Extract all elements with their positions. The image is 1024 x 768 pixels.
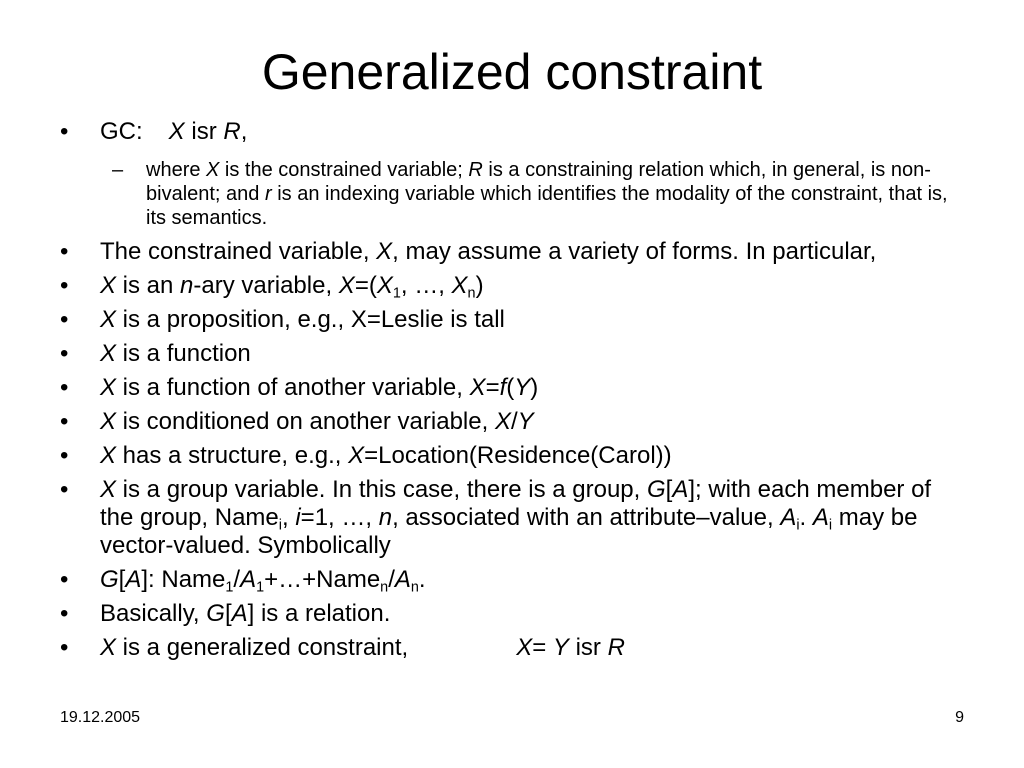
bullet-conditioned <box>0 408 1024 436</box>
text-comma: , <box>240 118 248 145</box>
bullet-dot: • <box>60 306 69 333</box>
bullet-dot: • <box>60 340 69 367</box>
bullet-dot: • <box>60 634 69 661</box>
var-x: X <box>168 118 185 145</box>
bullet-dot: • <box>60 566 69 593</box>
bullet-nary <box>0 272 1024 300</box>
subbullet-where <box>0 158 1024 230</box>
subscript: i <box>796 517 800 534</box>
text: has a structure, e.g., <box>116 442 349 469</box>
text: [ <box>118 566 126 593</box>
text: = <box>485 374 500 401</box>
subscript: n <box>380 579 389 596</box>
text: , associated with an attribute–value, <box>392 504 781 531</box>
subscript: 1 <box>256 579 265 596</box>
text: [ <box>665 476 673 503</box>
var-y: Y <box>514 374 531 401</box>
text: ] is a relation. <box>247 600 391 627</box>
var-x: X <box>338 272 355 299</box>
subscript: 1 <box>225 579 234 596</box>
subscript: 1 <box>392 285 401 302</box>
var-x: X <box>100 442 117 469</box>
var-r: R <box>468 159 483 181</box>
var-n: n <box>378 504 393 531</box>
subscript: n <box>410 579 419 596</box>
bullet-structure <box>0 442 1024 470</box>
var-g: G <box>100 566 119 593</box>
var-a: A <box>240 566 257 593</box>
text: ) <box>475 272 484 299</box>
var-x: X <box>100 374 117 401</box>
text: , may assume a variety of forms. In particular, <box>392 238 877 265</box>
bullet-list <box>0 118 1024 662</box>
bullet-dot: • <box>60 476 69 503</box>
var-i: i <box>295 504 301 531</box>
var-y: Y <box>517 408 534 435</box>
text: =1, …, <box>300 504 379 531</box>
var-x: X <box>376 238 393 265</box>
var-r: R <box>607 634 625 661</box>
text: Basically, <box>100 600 207 627</box>
bullet-dot: • <box>60 118 69 145</box>
text: . <box>799 504 813 531</box>
bullet-group-variable <box>0 476 1024 560</box>
bullet-function-of-variable <box>0 374 1024 402</box>
var-x: X <box>100 272 117 299</box>
text: ]; with each member of the group, Name <box>100 476 932 531</box>
var-x: X <box>516 634 533 661</box>
text: / <box>510 408 518 435</box>
bullet-symbolic <box>0 566 1024 594</box>
text: ]: Name <box>141 566 226 593</box>
text: is a generalized constraint, <box>116 634 409 661</box>
var-x: X <box>469 374 486 401</box>
var-r: R <box>223 118 241 145</box>
var-x: X <box>100 340 117 367</box>
var-a: A <box>672 476 689 503</box>
text: = <box>532 634 553 661</box>
text: is conditioned on another variable, <box>116 408 495 435</box>
text: , <box>281 504 296 531</box>
text: =Location(Residence(Carol)) <box>364 442 672 469</box>
text: =( <box>354 272 377 299</box>
var-a: A <box>780 504 797 531</box>
var-r-lower: r <box>264 183 272 205</box>
text: isr <box>568 634 608 661</box>
bullet-generalized-constraint <box>0 634 1024 662</box>
footer-page-number: 9 <box>955 709 964 726</box>
var-x: X <box>451 272 468 299</box>
bullet-proposition <box>0 306 1024 334</box>
var-a: A <box>125 566 142 593</box>
var-x: X <box>494 408 511 435</box>
bullet-relation <box>0 600 1024 628</box>
var-x: X <box>348 442 365 469</box>
var-a: A <box>394 566 411 593</box>
text: The constrained variable, <box>100 238 377 265</box>
var-x: X <box>100 634 117 661</box>
text: is the constrained variable; <box>219 159 469 181</box>
var-g: G <box>646 476 666 503</box>
var-x: X <box>100 408 117 435</box>
text: [ <box>224 600 232 627</box>
footer-date: 19.12.2005 <box>60 709 141 726</box>
bullet-gc <box>0 118 1024 146</box>
dash-marker: – <box>112 159 124 181</box>
gc-label: GC: <box>100 118 143 145</box>
bullet-function <box>0 340 1024 368</box>
var-x: X <box>206 159 220 181</box>
var-y: Y <box>552 634 569 661</box>
text: +…+Name <box>264 566 381 593</box>
text-isr: isr <box>184 118 224 145</box>
bullet-constrained-variable <box>0 238 1024 266</box>
bullet-dot: • <box>60 238 69 265</box>
text: is a group variable. In this case, there is a group, <box>116 476 647 503</box>
bullet-dot: • <box>60 272 69 299</box>
bullet-dot: • <box>60 408 69 435</box>
text: -ary variable, <box>193 272 339 299</box>
text: is an indexing variable which identifies the modality of the constraint, that is, its semantics. <box>146 183 948 229</box>
var-x: X <box>376 272 393 299</box>
text: ( <box>506 374 515 401</box>
text: , …, <box>400 272 452 299</box>
subscript: i <box>278 517 282 534</box>
text: is a proposition, e.g., X=Leslie is tall <box>116 306 505 333</box>
var-a: A <box>231 600 248 627</box>
bullet-dot: • <box>60 600 69 627</box>
text: . <box>418 566 426 593</box>
var-x: X <box>100 306 117 333</box>
var-f: f <box>499 374 507 401</box>
subscript: n <box>467 285 476 302</box>
text: ) <box>530 374 539 401</box>
text: / <box>233 566 241 593</box>
var-g: G <box>206 600 225 627</box>
subscript: i <box>828 517 833 534</box>
slide-title: Generalized constraint <box>261 44 763 100</box>
var-a: A <box>812 504 829 531</box>
bullet-dot: • <box>60 374 69 401</box>
text: / <box>388 566 395 593</box>
bullet-dot: • <box>60 442 69 469</box>
var-n: n <box>180 272 194 299</box>
var-x: X <box>100 476 117 503</box>
text: is a function <box>116 340 251 367</box>
text: is a function of another variable, <box>116 374 470 401</box>
text: is a constraining relation which, in general, is non-bivalent; and <box>146 159 931 205</box>
text: is an <box>116 272 181 299</box>
text: where <box>146 159 207 181</box>
text: may be vector-valued. Symbolically <box>100 504 918 559</box>
